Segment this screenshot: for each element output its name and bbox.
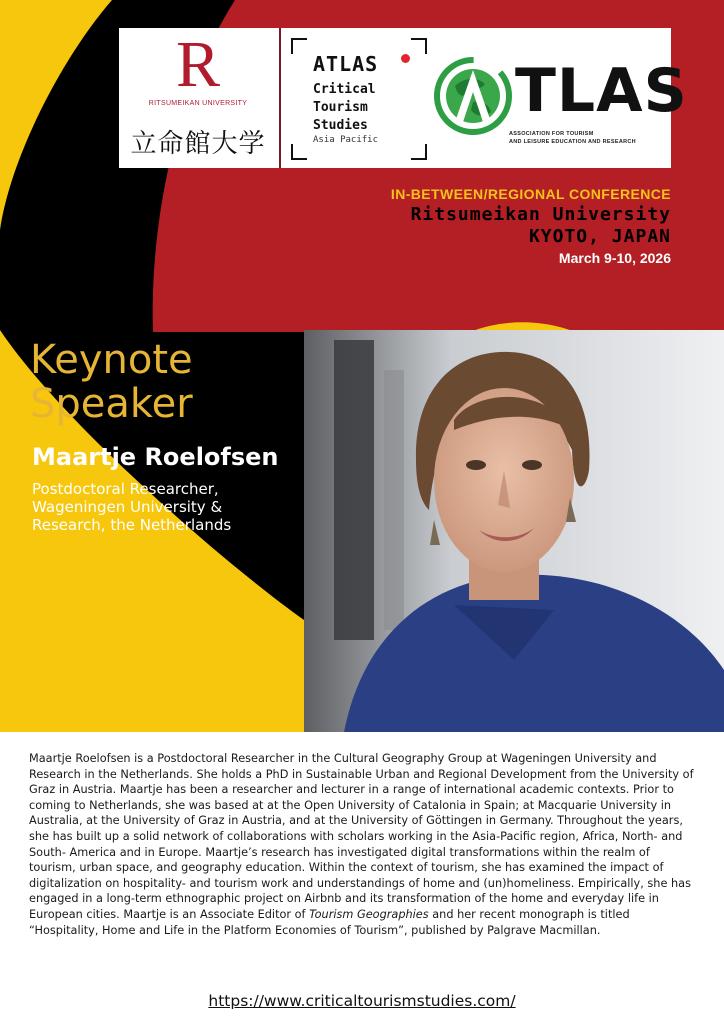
cts-line: Studies — [313, 118, 368, 133]
logo-divider — [279, 28, 281, 168]
conference-city: KYOTO, JAPAN — [528, 226, 671, 247]
cts-line: Critical — [313, 82, 376, 97]
logo-panel — [119, 28, 688, 168]
atlas-wordmark: TLAS — [515, 56, 688, 126]
bracket-corner — [411, 144, 427, 160]
conference-info — [391, 184, 671, 268]
speaker-role — [32, 480, 302, 534]
bracket-corner — [291, 144, 307, 160]
bio-text: and her recent monograph is titled “Hospitality, Home and Life in the Platform Economies of Tourism”, published by Palgrave Macmillan. — [29, 907, 630, 937]
atlas-tagline: AND LEISURE EDUCATION AND RESEARCH — [509, 139, 636, 145]
ritsumeikan-name-jp: 立命館大学 — [130, 129, 266, 159]
website-link[interactable]: https://www.criticaltourismstudies.com/ — [208, 992, 516, 1010]
bracket-corner — [291, 38, 307, 54]
conference-type: IN-BETWEEN/REGIONAL CONFERENCE — [390, 186, 671, 202]
speaker-biography — [29, 751, 695, 938]
keynote-heading — [30, 338, 193, 426]
speaker-name: Maartje Roelofsen — [32, 443, 279, 471]
conference-university: Ritsumeikan University — [410, 204, 671, 225]
atlas-logo — [431, 28, 688, 168]
ritsumeikan-r-mark: R — [175, 28, 221, 101]
critical-tourism-studies-logo — [291, 38, 427, 160]
cts-red-dot — [401, 54, 410, 63]
cts-line: Tourism — [313, 100, 368, 115]
bracket-corner — [411, 38, 427, 54]
ritsumeikan-logo — [119, 28, 277, 168]
speaker-photo — [304, 330, 724, 732]
atlas-globe-icon — [433, 56, 513, 136]
cts-subtitle: Asia Pacific — [313, 135, 379, 145]
bio-text: Maartje Roelofsen is a Postdoctoral Researcher in the Cultural Geography Group at Wageningen University and Research in the Netherlands. She holds a PhD in Sustainable Urban and Regional Development from the University of Graz in Austria. Maartje has been a researcher and lecturer in a range of international academic contexts. Prior to coming to Netherlands, she was based at at the Open University of Catalonia in Spain; at Macquarie University in Australia, at the University of Graz in Austria, and at the University of Göttingen in Germany. Throughout the years, she has built up a solid network of collaborations with scholars working in the Asia-Pacific region, Africa, North- and South- America and in Europe. Maartje’s research has investigated digital transformations within the realm of tourism, urban space, and geography education. Within the context of tourism, she has examined the impact of digitalization on hospitality- and tourism work and understandings of home and (un)homeliness. Empirically, she has engaged in a long-term ethnographic project on Airbnb and its transformation of the home and everyday life in European cities. Maartje is an Associate Editor of — [29, 752, 694, 921]
speaker-portrait-image — [304, 330, 724, 732]
conference-dates: March 9-10, 2026 — [558, 250, 671, 266]
atlas-tagline: ASSOCIATION FOR TOURISM — [509, 131, 594, 137]
speaker-role-line: Wageningen University & — [32, 498, 223, 516]
keynote-heading-line: Keynote — [30, 337, 193, 383]
speaker-role-line: Postdoctoral Researcher, — [32, 480, 219, 498]
ritsumeikan-name-en: RITSUMEIKAN UNIVERSITY — [148, 100, 248, 107]
keynote-heading-line: Speaker — [30, 381, 193, 427]
bio-journal-title: Tourism Geographies — [309, 907, 429, 921]
speaker-role-line: Research, the Netherlands — [32, 516, 232, 534]
cts-title: ATLAS — [313, 52, 379, 76]
